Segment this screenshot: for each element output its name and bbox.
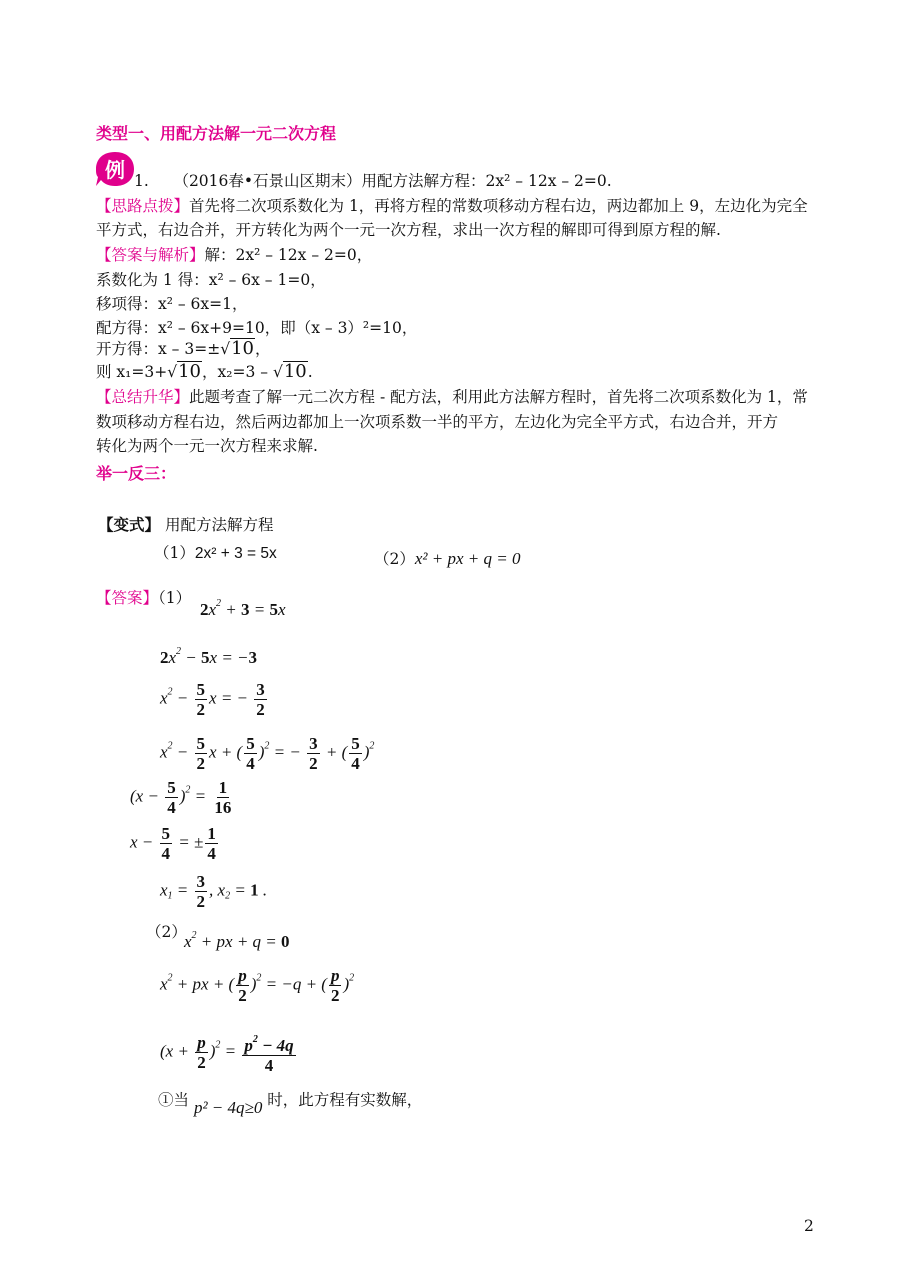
eq-3: $x^2$ − $\frac{5}{2}$ x = − $\frac{3}{2}$ — [160, 680, 265, 719]
summary-tag: 【总结升华】 — [96, 388, 190, 406]
example-number: 1. — [134, 172, 149, 190]
summary-line-1: 【总结升华】此题考查了解一元二次方程 - 配方法，利用此方法解方程时，首先将二次项系数化为 1，常 — [96, 388, 808, 406]
page-number: 2 — [804, 1217, 814, 1235]
variant-part-2: （2）x² + px + q = 0 — [374, 549, 521, 568]
variant-line — [98, 515, 273, 535]
summary-line-2: 数项移动方程右边，然后两边都加上一次项系数一半的平方，左边化为完全平方式，右边合并，开方 — [96, 413, 779, 431]
example-source: （2016春•石景山区期末） — [173, 172, 362, 190]
example-badge-icon — [94, 150, 136, 188]
juyi-fansan: 举一反三： — [96, 464, 177, 483]
answer-part-2-label: （2） — [146, 923, 187, 941]
eq-9: $x^2$ + px + ( $\frac{p}{2}$ )$^2$ = −q + ( $\frac{p}{2}$ )$^2$ — [160, 966, 355, 1005]
analysis-step-2: 移项得：x² – 6x=1， — [96, 295, 248, 313]
condition-expr: p² − 4q≥0 — [193, 1098, 263, 1117]
variant-prompt: 用配方法解方程 — [164, 516, 274, 534]
answer-tag: 【答案】 — [96, 589, 159, 607]
analysis-step-5: 则 x₁=3+√10，x₂=3 – √10. — [96, 361, 313, 382]
analysis-line-1 — [96, 245, 372, 265]
variant-part-1: （1）2x² + 3 = 5x — [154, 544, 277, 562]
analysis-step-3: 配方得：x² – 6x+9=10，即（x – 3）²=10， — [96, 319, 418, 337]
radical-10: 10 — [231, 338, 254, 359]
variant-eq-2: x² + px + q = 0 — [414, 549, 521, 568]
eq-8: $x^2$ + px + q = 0 — [184, 930, 290, 951]
eq-10: (x + $\frac{p}{2}$ )$^2$ = $\frac{p^2 - 4q}{4}$ — [160, 1030, 298, 1075]
hint-line-1 — [96, 196, 808, 216]
badge-char: 例 — [105, 158, 125, 182]
hint-line-2: 平方式，右边合并，开方转化为两个一元一次方程，求出一次方程的解即可得到原方程的解. — [96, 221, 721, 239]
eq-7: $x_1$ = $\frac{3}{2}$ , $x_2 = 1$ . — [160, 872, 268, 911]
analysis-first: 解：2x² – 12x – 2=0， — [204, 246, 373, 264]
condition-line: ①当 p² − 4q≥0 时，此方程有实数解， — [158, 1091, 423, 1117]
summary-line-3: 转化为两个一元一次方程来求解. — [96, 437, 318, 455]
hint-text-1: 首先将二次项系数化为 1，再将方程的常数项移动方程右边，两边都加上 9，左边化为完全 — [189, 197, 808, 215]
variant-tag: 【变式】 — [98, 515, 161, 534]
answer-line: 【答案】（1） — [96, 589, 192, 607]
example-1 — [134, 171, 612, 191]
eq-4: $x^2$ − $\frac{5}{2}$ x + ( $\frac{5}{4}$ )$^2$ = − $\frac{3}{2}$ + ( $\frac{5}{4}$ )$^2$ — [160, 734, 375, 773]
eq-2: $2x^2 - 5x = -3$ — [160, 646, 258, 667]
example-prompt: 用配方法解方程： — [361, 172, 486, 190]
analysis-step-1: 系数化为 1 得：x² – 6x – 1=0， — [96, 271, 326, 289]
analysis-step-4: 开方得：x – 3=±√10， — [96, 338, 271, 359]
variant-eq-1: 2x² + 3 = 5x — [194, 545, 277, 562]
analysis-tag: 【答案与解析】 — [96, 246, 205, 264]
example-equation: 2x² – 12x – 2=0. — [485, 172, 612, 190]
section-title: 类型一、用配方法解一元二次方程 — [96, 124, 337, 143]
eq-6: x − $\frac{5}{4}$ = ± $\frac{1}{4}$ — [130, 824, 216, 863]
eq-5: (x − $\frac{5}{4}$ )$^2$ = $\frac{1}{16}$ — [130, 778, 232, 817]
eq-1: $2x^2 + 3 = 5x$ — [200, 598, 286, 619]
hint-tag: 【思路点拨】 — [96, 197, 190, 215]
